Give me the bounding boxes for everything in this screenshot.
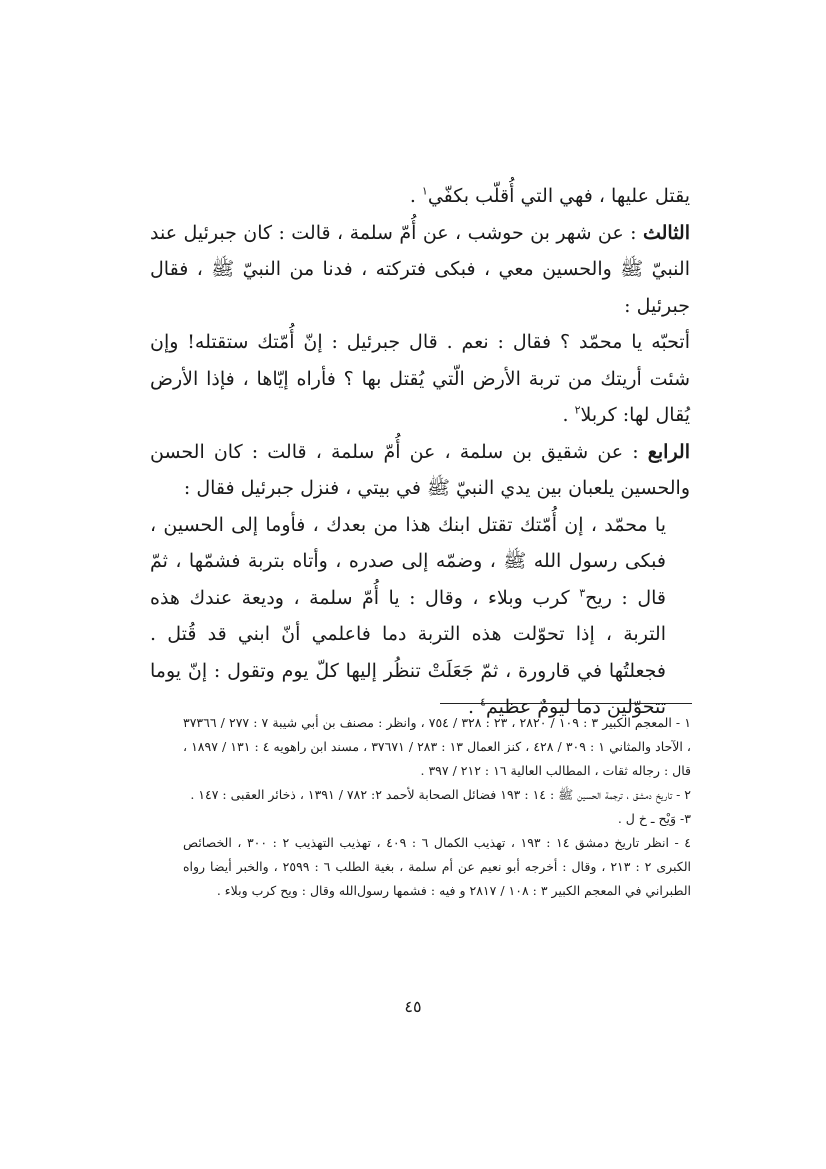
narration-label-third: الثالث xyxy=(642,221,690,244)
paragraph-4: الرابع : عن شقيق بن سلمة ، عن أُمّ سلمة ، قالت : كان الحسن والحسين يلعبان بين يدي النبيّ ﷺ في بيتي ، فنزل جبرئيل فقال : xyxy=(150,440,690,499)
footnote-ref-4: ٤ xyxy=(480,695,486,709)
paragraph-2: الثالث : عن شهر بن حوشب ، عن أُمّ سلمة ، قالت : كان جبرئيل عند النبيّ ﷺ والحسين معي ، فبكى فتركته ، فدنا من النبيّ ﷺ ، فقال جبرئيل : xyxy=(150,221,690,317)
footnote-3: ٣- وَيْح ـ خ ل . xyxy=(617,811,691,826)
footnote-4: ٤ - انظر تاريخ دمشق ١٤ : ١٩٣ ، تهذيب الكمال ٦ : ٤٠٩ ، تهذيب التهذيب ٢ : ٣٠٠ ، الخصائص الكبرى ٢ : ٢١٣ ، وقال : أخرجه أبو نعيم عن أم سلمة ، بغية الطلب ٦ : ٢٥٩٩ ، والخبر أيضا رواه الطبراني في المعجم الكبير ٣ : ١٠٨ / ٢٨١٧ و فيه : فشمها رسول‌الله وقال : ويح كرب وبلاء . xyxy=(183,835,691,898)
footnotes xyxy=(183,711,691,903)
main-text xyxy=(150,178,690,726)
page-number: ٤٥ xyxy=(404,997,422,1016)
footnote-ref-1: ١ xyxy=(421,184,428,198)
footnote-ref-3: ٣ xyxy=(579,586,586,600)
footnote-1: ١ - المعجم الكبير ٣ : ١٠٩ / ٢٨٢٠ ، ٢٣ : ٣٢٨ / ٧٥٤ ، وانظر : مصنف بن أبي شيبة ٧ : ٢٧٧ / ٣٧٣٦٦ ، الآحاد والمثاني ١ : ٣٠٩ / ٤٢٨ ، كنز العمال ١٣ : ٢٨٣ / ٣٧٦٧١ ، مسند ابن راهويه ٤ : ١٣١ / ١٨٩٧ ، قال : رجاله ثقات ، المطالب العالية ١٦ : ٢١٢ / ٣٩٧ . xyxy=(183,715,691,778)
footnote-ref-2: ٢ xyxy=(574,403,581,417)
paragraph-3: أتحبّه يا محمّد ؟ فقال : نعم . قال جبرئيل : إنّ أُمّتك ستقتله! وإن شئت أريتك من تربة الأرض الّتي يُقتل بها ؟ فأراه إيّاها ، فإذا الأرض يُقال لها: كربلا$^٢$ . xyxy=(150,331,690,426)
paragraph-1: يقتل عليها ، فهي التي أُقلّب بكفّي$^١$ . xyxy=(409,184,690,207)
paragraph-5: يا محمّد ، إن أُمّتك تقتل ابنك هذا من بعدك ، فأوما إلى الحسين ، فبكى رسول الله ﷺ ، وضمّه إلى صدره ، وأتاه بتربة فشمّها ، ثمّ قال : ريح$^٣$ كرب وبلاء ، وقال : يا أُمّ سلمة ، وديعة عندك هذه التربة ، إذا تحوّلت هذه التربة دما فاعلمي أنّ ابني قد قُتل . فجعلتُها في قارورة ، ثمّ جَعَلَتْ تنظُر إليها كلّ يوم وتقول : إنّ يوما تتحوّلين دما ليومٌ عظيم$^٤$ . xyxy=(150,513,667,718)
narration-label-fourth: الرابع xyxy=(647,440,690,463)
footnote-divider xyxy=(440,703,692,704)
footnote-2: ٢ - تاريخ دمشق ، ترجمة الحسين ﷺ : ١٤ : ١٩٣ فضائل الصحابة لأحمد ٢: ٧٨٢ / ١٣٩١ ، ذخائر العقبى : ١٤٧ . xyxy=(190,787,691,802)
